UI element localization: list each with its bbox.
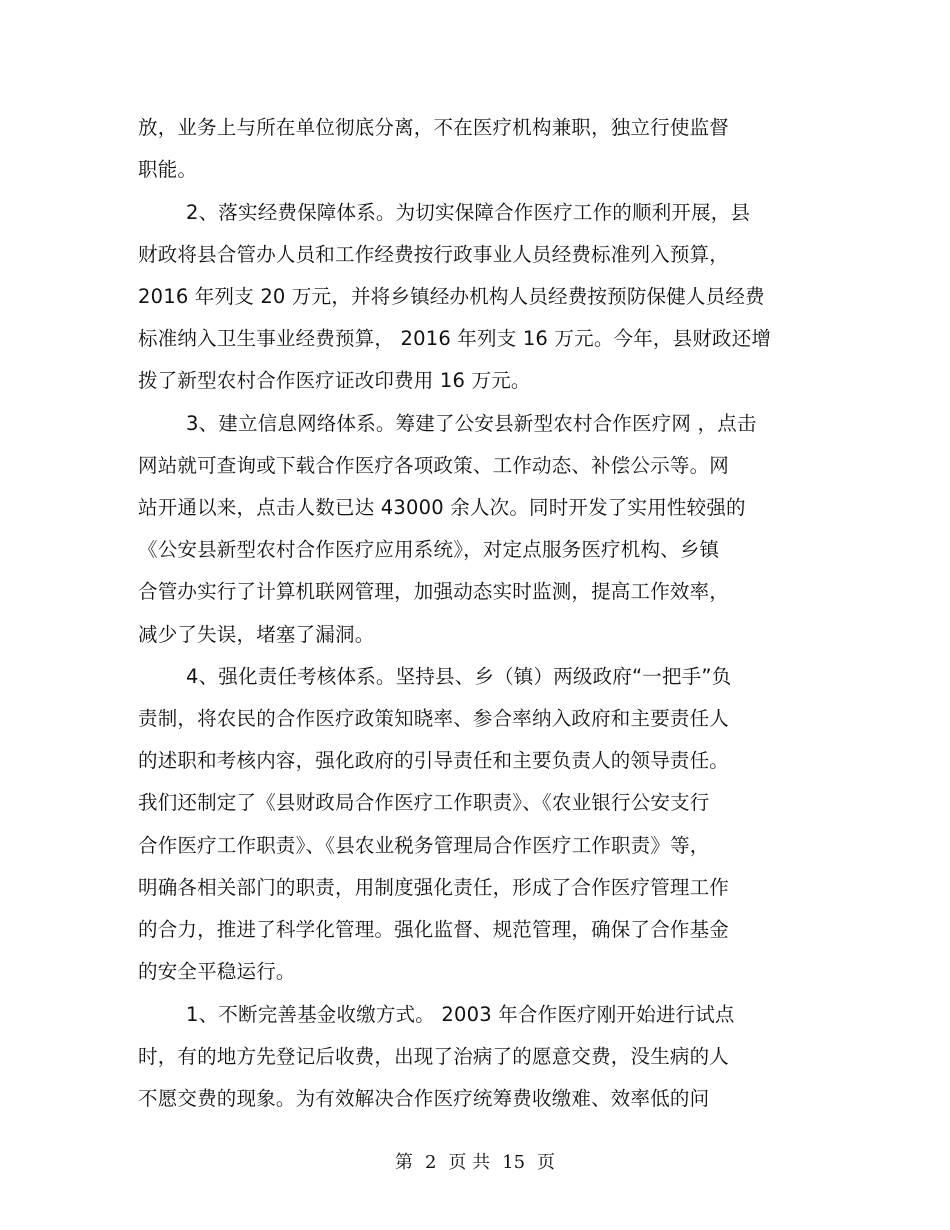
page-footer xyxy=(0,1151,950,1175)
text-line: 的安全平稳运行。 xyxy=(138,960,296,983)
text-line: 责制，将农民的合作医疗政策知晓率、参合率纳入政府和主要责任人 xyxy=(138,707,730,730)
text-line: 不愿交费的现象。为有效解决合作医疗统筹费收缴难、效率低的问 xyxy=(138,1087,710,1110)
text-line: 《公安县新型农村合作医疗应用系统》，对定点服务医疗机构、乡镇 xyxy=(138,538,720,561)
total-page-count: 15 xyxy=(502,1152,526,1173)
footer-prefix: 第 xyxy=(394,1152,413,1173)
text-line: 的合力，推进了科学化管理。强化监督、规范管理，确保了合作基金 xyxy=(138,918,730,941)
text-line: 拨了新型农村合作医疗证改印费用 16 万元。 xyxy=(138,369,531,392)
text-line: 我们还制定了《县财政局合作医疗工作职责》、《农业银行公安支行 xyxy=(138,791,710,814)
text-line: 2016 年列支 20 万元，并将乡镇经办机构人员经费按预防保健人员经费 xyxy=(138,285,765,308)
footer-middle: 页 共 xyxy=(448,1152,491,1173)
text-line: 合作医疗工作职责》、《县农业税务管理局合作医疗工作职责》等， xyxy=(138,834,710,857)
text-line: 减少了失误，堵塞了漏洞。 xyxy=(138,623,375,646)
footer-suffix: 页 xyxy=(537,1152,556,1173)
text-line: 明确各相关部门的职责，用制度强化责任，形成了合作医疗管理工作 xyxy=(138,876,730,899)
text-line: 的述职和考核内容，强化政府的引导责任和主要负责人的领导责任。 xyxy=(138,749,730,772)
paragraph-heading-line: 4、强化责任考核体系。坚持县、乡（镇）两级政府“一把手”负 xyxy=(186,665,732,688)
text-line: 网站就可查询或下载合作医疗各项政策、工作动态、补偿公示等。网 xyxy=(138,454,730,477)
paragraph-heading-line: 2、落实经费保障体系。为切实保障合作医疗工作的顺利开展，县 xyxy=(186,201,751,224)
text-line: 财政将县合管办人员和工作经费按行政事业人员经费标准列入预算， xyxy=(138,243,730,266)
paragraph-heading-line: 3、建立信息网络体系。筹建了公安县新型农村合作医疗网 ，点击 xyxy=(186,412,757,435)
text-line: 放，业务上与所在单位彻底分离，不在医疗机构兼职，独立行使监督 xyxy=(138,116,730,139)
text-line: 时，有的地方先登记后收费，出现了治病了的愿意交费，没生病的人 xyxy=(138,1045,730,1068)
text-line: 职能。 xyxy=(138,158,198,181)
text-line: 站开通以来，点击人数已达 43000 余人次。同时开发了实用性较强的 xyxy=(138,496,746,519)
text-line: 合管办实行了计算机联网管理，加强动态实时监测，提高工作效率， xyxy=(138,580,730,603)
paragraph-heading-line: 1、不断完善基金收缴方式。 2003 年合作医疗刚开始进行试点 xyxy=(186,1003,735,1026)
current-page-number: 2 xyxy=(424,1152,437,1173)
text-line: 标准纳入卫生事业经费预算， 2016 年列支 16 万元。今年，县财政还增 xyxy=(138,327,772,350)
